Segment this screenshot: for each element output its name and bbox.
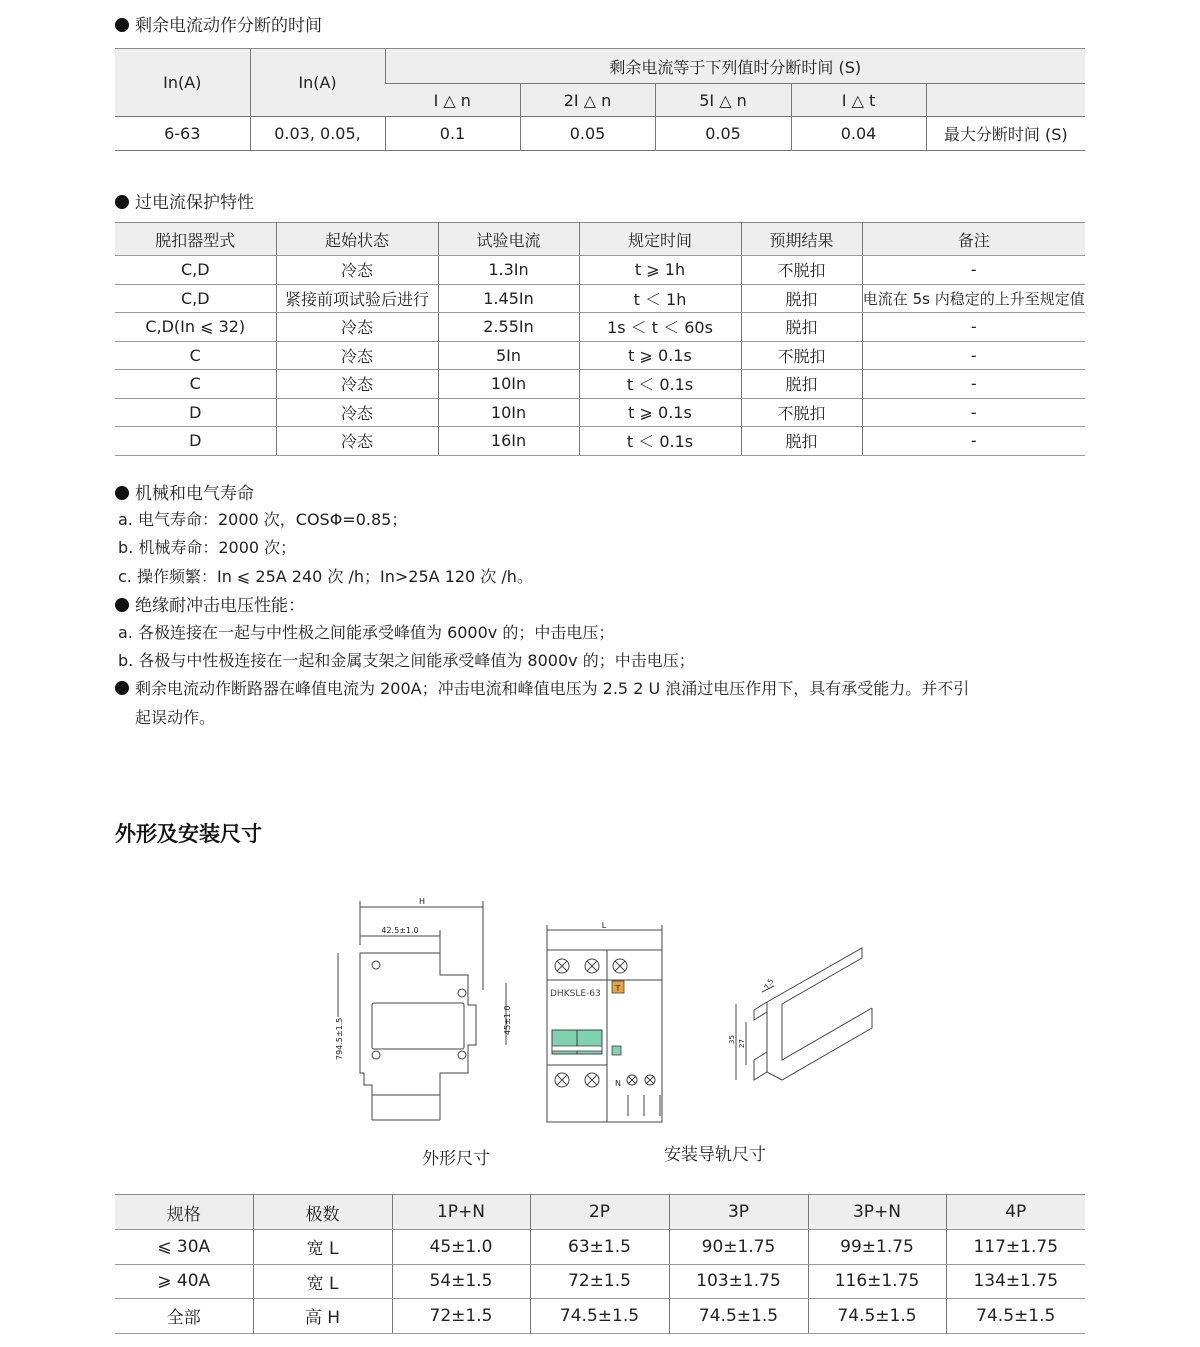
- header-cell: In(A): [250, 49, 385, 117]
- surge-line-1: 剩余电流动作断路器在峰值电流为 200A；冲击电流和峰值电压为 2.5 2 U 浪涌过电压作用下，具有承受能力。并不引: [135, 679, 970, 698]
- table-cell: 1s ＜ t ＜ 60s: [579, 313, 741, 342]
- header-cell: 3P+N: [808, 1195, 946, 1230]
- table-cell: 脱扣: [741, 284, 862, 313]
- table-cell: 2.55In: [438, 313, 579, 342]
- test-t-label: T: [615, 984, 621, 993]
- insulation-line-a: a. 各极连接在一起与中性极之间能承受峰值为 6000v 的；中击电压；: [118, 623, 615, 642]
- subheader-cell: 2I △ n: [520, 84, 655, 117]
- table-cell: 1.3In: [438, 256, 579, 285]
- table-cell: -: [862, 398, 1085, 427]
- dimensions-title: 外形及安装尺寸: [115, 822, 262, 846]
- life-line-b: b. 机械寿命：2000 次；: [118, 538, 297, 557]
- table-cell: t ⩾ 1h: [579, 256, 741, 285]
- dim-height-left-label: 794.5±1.5: [335, 1017, 344, 1060]
- rail-dim-b-label: 35: [728, 1035, 736, 1044]
- table-cell: 冷态: [276, 313, 438, 342]
- table-row: [115, 427, 1085, 456]
- table-cell: 74.5±1.5: [530, 1299, 669, 1334]
- table-cell: 10In: [438, 398, 579, 427]
- table-row: [115, 1299, 1085, 1334]
- dim-l-label: L: [601, 921, 607, 930]
- table-row: [115, 1230, 1085, 1265]
- section-heading-insulation: [115, 591, 305, 616]
- table-cell: 1.45In: [438, 284, 579, 313]
- table-row: [115, 313, 1085, 342]
- life-line-a: a. 电气寿命：2000 次，COSΦ=0.85；: [118, 510, 408, 529]
- table-cell: 高 H: [253, 1299, 392, 1334]
- table-cell: 45±1.0: [392, 1230, 530, 1265]
- table-cell: 0.05: [655, 117, 791, 151]
- neutral-n-label: N: [615, 1079, 621, 1088]
- table-row: [115, 117, 1085, 151]
- header-cell: 1P+N: [392, 1195, 530, 1230]
- section-heading-residual-time: [115, 11, 322, 36]
- table-cell: 5In: [438, 341, 579, 370]
- dim-w-label: 42.5±1.0: [381, 926, 419, 935]
- table-cell: t ⩾ 0.1s: [579, 398, 741, 427]
- dimensions-table: [115, 1194, 1085, 1334]
- group-header-cell: 剩余电流等于下列值时分断时间 (S): [385, 49, 1085, 84]
- table-cell: C,D: [115, 284, 276, 313]
- table-cell: 紧接前项试验后进行: [276, 284, 438, 313]
- surge-line-2: 起误动作。: [135, 708, 216, 727]
- header-cell: In(A): [115, 49, 250, 117]
- section-heading-life: [115, 479, 254, 504]
- header-cell: 4P: [946, 1195, 1085, 1230]
- heading-text: 过电流保护特性: [135, 193, 254, 213]
- table-cell: 0.03, 0.05,: [250, 117, 385, 151]
- table-cell: 74.5±1.5: [669, 1299, 808, 1334]
- table-cell: t ＜ 0.1s: [579, 427, 741, 456]
- indicator-square-icon: [612, 1046, 621, 1055]
- table-cell: 16In: [438, 427, 579, 456]
- dim-h-label: H: [418, 897, 426, 906]
- table-cell: 103±1.75: [669, 1264, 808, 1299]
- table-cell: 54±1.5: [392, 1264, 530, 1299]
- table-cell: -: [862, 370, 1085, 399]
- table-cell: 72±1.5: [530, 1264, 669, 1299]
- heading-text: 绝缘耐冲击电压性能：: [135, 596, 305, 616]
- rail-caption: 安装导轨尺寸: [664, 1145, 766, 1165]
- header-cell: 备注: [862, 223, 1085, 256]
- bullet-icon: [115, 598, 129, 612]
- table-cell: 冷态: [276, 427, 438, 456]
- table-row: [115, 1264, 1085, 1299]
- outline-caption: 外形尺寸: [422, 1149, 490, 1169]
- table-cell: 90±1.75: [669, 1230, 808, 1265]
- outline-front-drawing: [540, 920, 668, 1125]
- bullet-icon: [115, 681, 129, 695]
- section-heading-overcurrent: [115, 188, 254, 213]
- header-cell: 规格: [115, 1195, 253, 1230]
- table-cell: 6-63: [115, 117, 250, 151]
- table-cell: 10In: [438, 370, 579, 399]
- table-cell: 冷态: [276, 398, 438, 427]
- table-cell: D: [115, 398, 276, 427]
- table-cell: -: [862, 427, 1085, 456]
- subheader-cell: [926, 84, 1085, 117]
- table-cell: 117±1.75: [946, 1230, 1085, 1265]
- table-cell: 冷态: [276, 256, 438, 285]
- header-cell: 脱扣器型式: [115, 223, 276, 256]
- heading-text: 机械和电气寿命: [135, 484, 254, 504]
- table-cell: t ＜ 1h: [579, 284, 741, 313]
- bullet-icon: [115, 486, 129, 500]
- table-row: [115, 398, 1085, 427]
- table-cell: ⩾ 40A: [115, 1264, 253, 1299]
- table-cell: 74.5±1.5: [946, 1299, 1085, 1334]
- header-cell: 预期结果: [741, 223, 862, 256]
- subheader-cell: I △ t: [791, 84, 926, 117]
- table-row: [115, 284, 1085, 313]
- table-cell: 0.04: [791, 117, 926, 151]
- table-cell: 全部: [115, 1299, 253, 1334]
- header-cell: 试验电流: [438, 223, 579, 256]
- header-cell: 2P: [530, 1195, 669, 1230]
- overcurrent-table: [115, 222, 1085, 456]
- table-cell: ⩽ 30A: [115, 1230, 253, 1265]
- table-cell: -: [862, 313, 1085, 342]
- table-cell: C: [115, 370, 276, 399]
- table-cell: 74.5±1.5: [808, 1299, 946, 1334]
- table-cell: t ⩾ 0.1s: [579, 341, 741, 370]
- heading-text: 剩余电流动作分断的时间: [135, 16, 322, 36]
- table-cell: 不脱扣: [741, 256, 862, 285]
- table-cell: 116±1.75: [808, 1264, 946, 1299]
- table-cell: C: [115, 341, 276, 370]
- insulation-line-b: b. 各极与中性极连接在一起和金属支架之间能承受峰值为 8000v 的；中击电压；: [118, 651, 695, 670]
- table-cell: C,D: [115, 256, 276, 285]
- table-row: [115, 370, 1085, 399]
- surge-paragraph: [115, 676, 969, 699]
- table-cell: 冷态: [276, 370, 438, 399]
- model-label: DHKSLE-63: [550, 989, 601, 999]
- header-cell: 极数: [253, 1195, 392, 1230]
- header-cell: 3P: [669, 1195, 808, 1230]
- table-cell: -: [862, 341, 1085, 370]
- table-cell: 宽 L: [253, 1230, 392, 1265]
- subheader-cell: I △ n: [385, 84, 520, 117]
- table-cell: 脱扣: [741, 313, 862, 342]
- table-cell: 63±1.5: [530, 1230, 669, 1265]
- table-cell: 72±1.5: [392, 1299, 530, 1334]
- header-cell: 规定时间: [579, 223, 741, 256]
- table-cell: 不脱扣: [741, 341, 862, 370]
- table-cell: t ＜ 0.1s: [579, 370, 741, 399]
- life-line-c: c. 操作频繁：In ⩽ 25A 240 次 /h；In>25A 120 次 /h。: [118, 567, 533, 586]
- table-cell: D: [115, 427, 276, 456]
- table-cell: 0.1: [385, 117, 520, 151]
- table-cell: -: [862, 256, 1085, 285]
- table-cell: 不脱扣: [741, 398, 862, 427]
- rail-dim-a-label: 7.5: [762, 977, 776, 991]
- dim-height-right-label: 45±1.0: [503, 1005, 512, 1035]
- header-cell: 起始状态: [276, 223, 438, 256]
- table-cell: 99±1.75: [808, 1230, 946, 1265]
- table-cell: 冷态: [276, 341, 438, 370]
- rail-dim-c-label: 27: [738, 1039, 746, 1048]
- table-cell: 宽 L: [253, 1264, 392, 1299]
- table-cell: 脱扣: [741, 427, 862, 456]
- subheader-cell: 5I △ n: [655, 84, 791, 117]
- bullet-icon: [115, 18, 129, 32]
- table-cell: 最大分断时间 (S): [926, 117, 1085, 151]
- residual-time-table: [115, 48, 1085, 151]
- table-cell: C,D(In ⩽ 32): [115, 313, 276, 342]
- outline-side-drawing: [330, 895, 512, 1125]
- table-cell: 0.05: [520, 117, 655, 151]
- table-cell: 脱扣: [741, 370, 862, 399]
- table-row: [115, 256, 1085, 285]
- din-rail-drawing: [722, 940, 872, 1088]
- bullet-icon: [115, 195, 129, 209]
- table-cell: 134±1.75: [946, 1264, 1085, 1299]
- table-cell: 电流在 5s 内稳定的上升至规定值: [862, 284, 1085, 313]
- table-row: [115, 341, 1085, 370]
